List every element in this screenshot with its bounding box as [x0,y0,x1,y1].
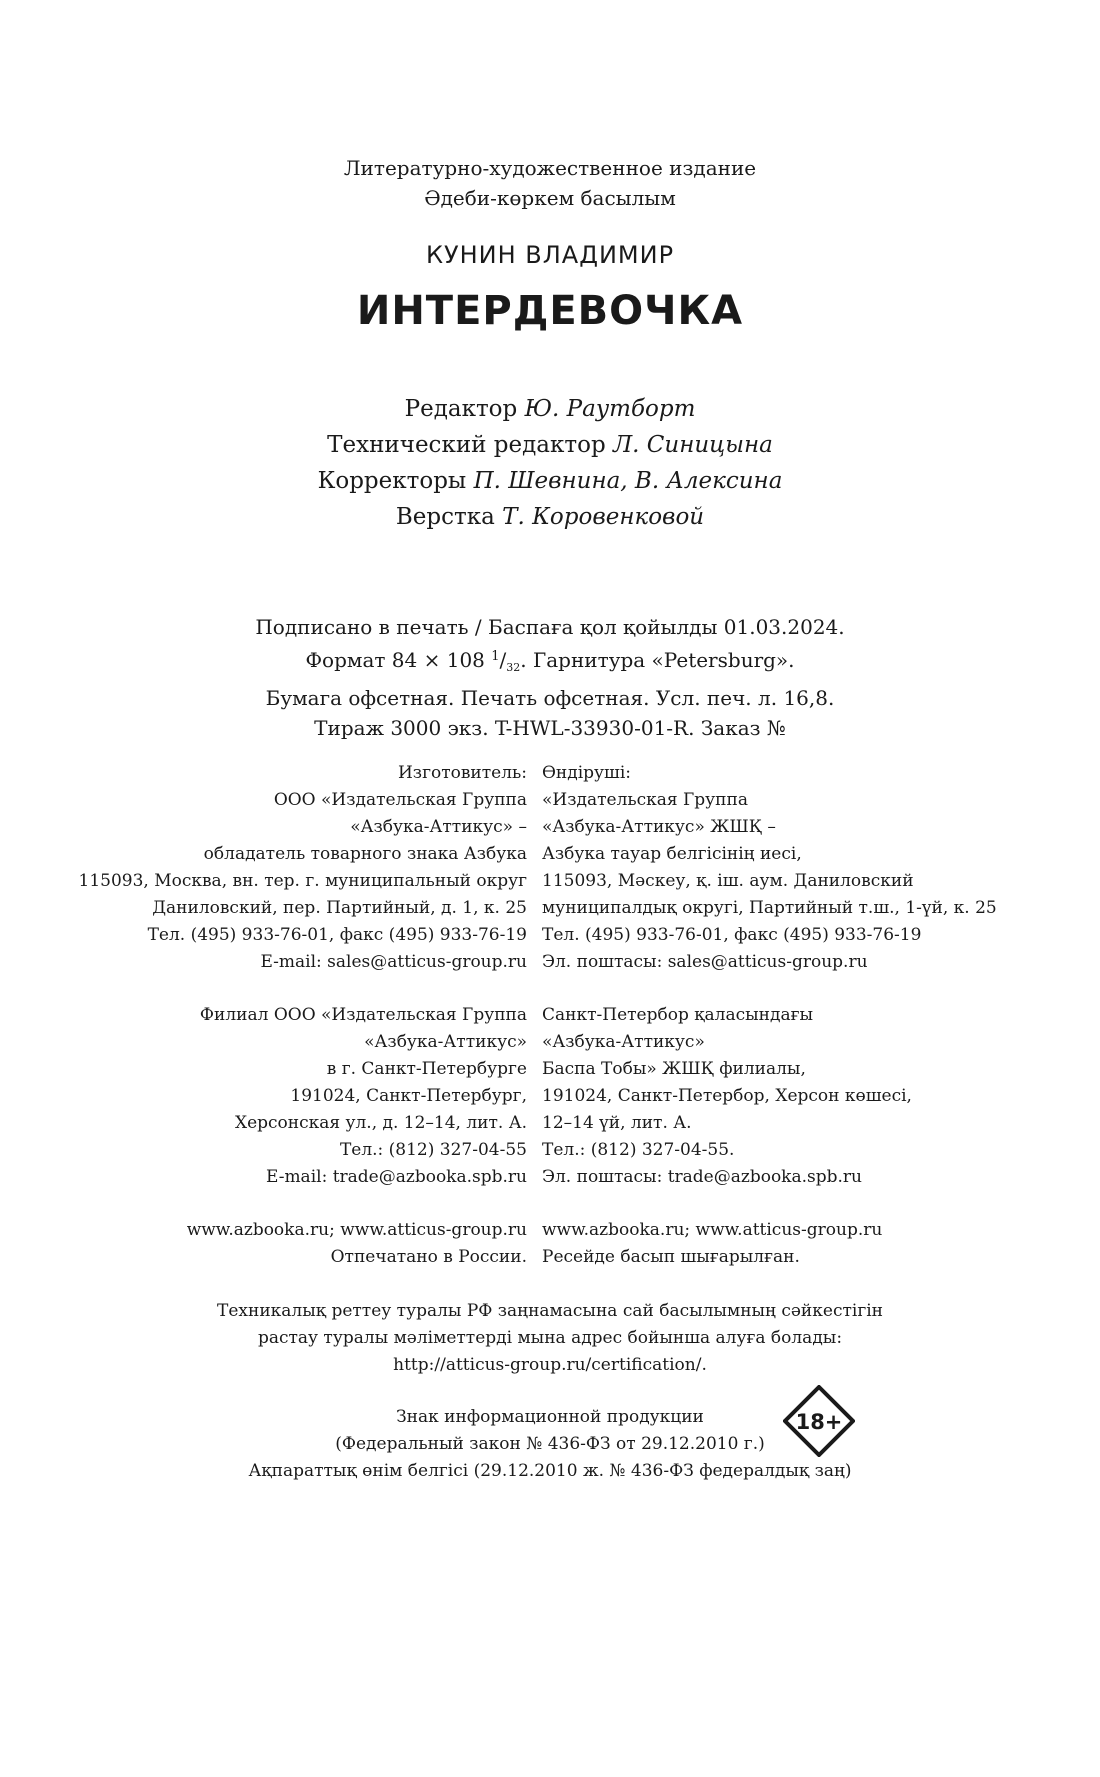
print-signed-date: Подписано в печать / Баспаға қол қойылды 01.03.2024. [255,615,845,639]
print-paper: Бумага офсетная. Печать офсетная. Усл. печ. л. 16,8. [265,686,835,710]
edition-type [0,153,1100,213]
credit-layout: Верстка Т. Коровенковой [395,504,705,530]
book-title: ИНТЕРДЕВОЧКА [356,288,744,334]
web-ru: www.azbooka.ru; www.atticus-group.ru Отпечатано в России. [186,1220,527,1267]
branch-kz: Санкт-Петербор қаласындағы «Азбука-Аттикус» Баспа Тобы» ЖШҚ филиалы, 191024, Санкт-Петербор, Херсон көшесі, 12–14 үй, лит. А. Тел.: (812) 327-04-55. Эл. поштасы: trade@azbooka.spb.ru [542,1005,912,1187]
information-product-sign: Знак информационной продукции (Федеральный закон № 436-ФЗ от 29.12.2010 г.) Ақпараттық өнім белгісі (29.12.2010 ж. № 436-ФЗ федералдық заң) [248,1407,852,1481]
branch-ru: Филиал ООО «Издательская Группа «Азбука-Аттикус» в г. Санкт-Петербурге 191024, Санкт-Петербург, Херсонская ул., д. 12–14, лит. А. Тел.: (812) 327-04-55 E-mail: trade@azbooka.spb.ru [199,1005,527,1187]
age-rating-icon [783,1385,855,1457]
credits [0,391,1100,535]
print-run: Тираж 3000 экз. T-HWL-33930-01-R. Заказ № [314,716,786,740]
certification-note: Техникалық реттеу туралы РФ заңнамасына сай басылымның сәйкестігін растау туралы мәліметтерді мына адрес бойынша алуға болады: http://atticus-group.ru/certification/. [217,1301,883,1375]
age-rating-label: 18+ [795,1410,843,1434]
credit-editor: Редактор Ю. Раутборт [404,396,696,422]
credit-tech-editor: Технический редактор Л. Синицына [327,432,773,458]
edition-type-ru: Литературно-художественное издание [343,156,757,180]
author-name: КУНИН ВЛАДИМИР [425,241,675,269]
manufacturer-kz: Өндіруші: «Издательская Группа «Азбука-Аттикус» ЖШҚ – Азбука тауар белгісінің иесі, 115093, Мәскеу, қ. іш. аум. Даниловский муниципалдық округі, Партийный т.ш., 1-үй, к. 25 Тел. (495) 933-76-01, факс (495) 933-76-19 Эл. поштасы: sales@atticus-group.ru [542,763,997,972]
print-info [0,612,1100,743]
print-format: Формат 84 × 108 $^1/_{32}$. Гарнитура «Petersburg». [305,648,795,674]
edition-type-kz: Әдеби-көркем басылым [424,186,676,210]
manufacturer-ru: Изготовитель: ООО «Издательская Группа «Азбука-Аттикус» – обладатель товарного знака Азбука 115093, Москва, вн. тер. г. муниципальный округ Даниловский, пер. Партийный, д. 1, к. 25 Тел. (495) 933-76-01, факс (495) 933-76-19 E-mail: sales@atticus-group.ru [78,763,527,972]
web-kz: www.azbooka.ru; www.atticus-group.ru Ресейде басып шығарылған. [542,1220,883,1267]
credit-proofreaders: Корректоры П. Шевнина, В. Алексина [317,468,783,494]
